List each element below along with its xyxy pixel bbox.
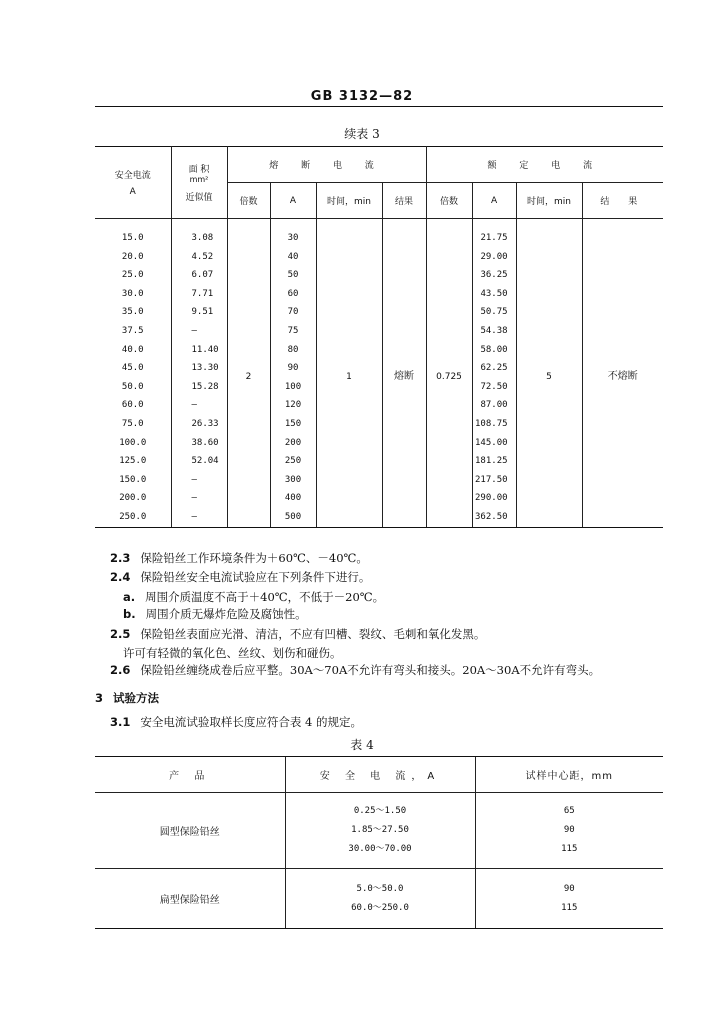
safe-current-cell: 30.0: [95, 285, 171, 304]
current-range: 0.25～1.50: [353, 806, 407, 816]
safe-current-cell: 150.0: [95, 471, 171, 490]
table-row: [95, 219, 663, 248]
area-cell: 7.71: [171, 285, 227, 304]
rated-amp-cell: 108.75: [472, 415, 516, 434]
area-cell: 4.52: [171, 248, 227, 267]
fuse-amp-cell: 30: [270, 219, 316, 248]
fuse-amp-cell: 400: [270, 489, 316, 508]
paragraph-text: 保险铅丝表面应光滑、清洁，不应有凹槽、裂纹、毛刺和氧化发黑。: [140, 627, 486, 641]
fuse-amp-cell: 100: [270, 378, 316, 397]
paragraph-text: 保险铅丝缠绕成卷后应平整。30A～70A不允许有弯头和接头。20A～30A不允许有弯头。: [140, 663, 601, 677]
fuse-amp-cell: 300: [270, 471, 316, 490]
fuse-current-group: 熔 断 电 流: [227, 147, 426, 183]
rated-amp-cell: 181.25: [472, 452, 516, 471]
rated-amp-cell: 217.50: [472, 471, 516, 490]
current-range: 5.0～50.0: [356, 883, 404, 894]
safe-current-cell: 15.0: [95, 219, 171, 248]
distance-value: 115: [561, 902, 578, 913]
paragraph-number: 2.4: [110, 570, 131, 584]
table3-caption: 续表 3: [344, 127, 380, 141]
fuse-multiple-cell: 2: [227, 219, 270, 528]
safe-current-unit: A: [129, 187, 136, 197]
rated-amp-cell: 54.38: [472, 322, 516, 341]
table4-product-head: 产 品: [95, 757, 285, 793]
rated-amp-cell: 29.00: [472, 248, 516, 267]
rated-amp-cell: 362.50: [472, 508, 516, 527]
fuse-amp-cell: 50: [270, 266, 316, 285]
fuse-amp-cell: 75: [270, 322, 316, 341]
paragraph: [110, 569, 370, 585]
safe-current-cell: 60.0: [95, 396, 171, 415]
current-range: 60.0～250.0: [351, 902, 409, 913]
paragraph-text: 保险铅丝工作环境条件为＋60℃、－40℃。: [140, 551, 368, 565]
rated-amp-cell: 290.00: [472, 489, 516, 508]
area-cell: 13.30: [171, 359, 227, 378]
paragraph-text: 许可有轻微的氧化色、丝纹、划伤和碰伤。: [123, 646, 342, 660]
area-cell: —: [171, 471, 227, 490]
paragraph: [123, 645, 342, 661]
rated-amp-cell: 43.50: [472, 285, 516, 304]
table4-current-head: 安 全 电 流，A: [285, 757, 475, 793]
safe-current-cell: 45.0: [95, 359, 171, 378]
fuse-time-cell: 1: [316, 219, 382, 528]
fuse-amp-cell: 90: [270, 359, 316, 378]
current-range-cell: [285, 793, 475, 869]
area-cell: 6.07: [171, 266, 227, 285]
distance-value: 115: [561, 844, 578, 854]
table4-distance-head: 试样中心距，mm: [475, 757, 663, 793]
rated-amp-cell: 145.00: [472, 434, 516, 453]
area-unit: mm²: [189, 175, 209, 184]
paragraph: [123, 589, 384, 605]
safe-current-cell: 125.0: [95, 452, 171, 471]
rated-amp-cell: 87.00: [472, 396, 516, 415]
table4: [95, 756, 663, 929]
safe-current-cell: 250.0: [95, 508, 171, 527]
section3-number: 3: [95, 691, 104, 705]
fuse-result-cell: 熔断: [382, 219, 426, 528]
fuse-amp-cell: 500: [270, 508, 316, 527]
area-label: 面 积: [188, 165, 210, 175]
area-cell: 15.28: [171, 378, 227, 397]
paragraph-text: 周围介质无爆炸危险及腐蚀性。: [145, 607, 307, 621]
section3-heading: [95, 690, 159, 706]
area-cell: —: [171, 489, 227, 508]
distance-value: 90: [563, 825, 575, 835]
safe-current-cell: 100.0: [95, 434, 171, 453]
fuse-result-head: 结果: [382, 183, 426, 219]
safe-current-cell: 35.0: [95, 303, 171, 322]
fuse-amp-cell: 80: [270, 341, 316, 360]
rated-result-cell: 不熔断: [582, 219, 663, 528]
fuse-amp-cell: 60: [270, 285, 316, 304]
safe-current-cell: 50.0: [95, 378, 171, 397]
fuse-amp-cell: 40: [270, 248, 316, 267]
table-row: [95, 869, 663, 929]
fuse-amp-head: A: [270, 183, 316, 219]
fuse-amp-cell: 200: [270, 434, 316, 453]
area-cell: 38.60: [171, 434, 227, 453]
rated-result-head: 结 果: [582, 183, 663, 219]
fuse-amp-cell: 70: [270, 303, 316, 322]
paragraph-number: a.: [123, 590, 136, 604]
rated-time-head: 时间，min: [516, 183, 582, 219]
safe-current-cell: 75.0: [95, 415, 171, 434]
paragraph: [110, 626, 485, 642]
area-cell: 52.04: [171, 452, 227, 471]
rated-multiple-cell: 0.725: [426, 219, 472, 528]
area-cell: 11.40: [171, 341, 227, 360]
paragraph: [110, 550, 368, 566]
safe-current-cell: 25.0: [95, 266, 171, 285]
paragraph: [110, 662, 600, 678]
rated-amp-head: A: [472, 183, 516, 219]
area-cell: —: [171, 322, 227, 341]
paragraph: [123, 606, 307, 622]
para-3-1-text: 安全电流试验取样长度应符合表 4 的规定。: [140, 715, 363, 729]
product-cell: 扁型保险铅丝: [95, 869, 285, 929]
header-rule: [95, 106, 663, 107]
rated-time-cell: 5: [516, 219, 582, 528]
safe-current-label: 安全电流: [114, 171, 151, 181]
paragraph-text: 周围介质温度不高于＋40℃，不低于－20℃。: [145, 590, 385, 604]
distance-cell: [475, 869, 663, 929]
paragraph-number: b.: [123, 607, 136, 621]
para-3-1: [110, 714, 362, 730]
area-cell: 9.51: [171, 303, 227, 322]
section3-title: 试验方法: [113, 691, 160, 705]
rated-amp-cell: 21.75: [472, 219, 516, 248]
safe-current-cell: 37.5: [95, 322, 171, 341]
rated-amp-cell: 62.25: [472, 359, 516, 378]
current-range-cell: [285, 869, 475, 929]
paragraph-number: 2.3: [110, 551, 131, 565]
area-cell: 3.08: [171, 219, 227, 248]
paragraph-number: 2.6: [110, 663, 131, 677]
area-cell: —: [171, 508, 227, 527]
fuse-time-head: 时间，min: [316, 183, 382, 219]
product-cell: 圆型保险铅丝: [95, 793, 285, 869]
area-cell: 26.33: [171, 415, 227, 434]
safe-current-cell: 40.0: [95, 341, 171, 360]
fuse-amp-cell: 120: [270, 396, 316, 415]
current-range: 1.85～27.50: [351, 825, 409, 835]
fuse-multiple-head: 倍数: [227, 183, 270, 219]
fuse-amp-cell: 150: [270, 415, 316, 434]
distance-cell: [475, 793, 663, 869]
area-approx-label: 近似值: [185, 193, 213, 203]
safe-current-cell: 20.0: [95, 248, 171, 267]
paragraph-text: 保险铅丝安全电流试验应在下列条件下进行。: [140, 570, 371, 584]
distance-value: 65: [563, 806, 575, 816]
rated-multiple-head: 倍数: [426, 183, 472, 219]
rated-current-group: 额 定 电 流: [426, 147, 663, 183]
current-range: 30.00～70.00: [348, 844, 412, 854]
rated-amp-cell: 58.00: [472, 341, 516, 360]
area-cell: —: [171, 396, 227, 415]
col-safe-current: [95, 147, 171, 219]
standard-number: GB 3132—82: [310, 89, 414, 104]
paragraph-number: 2.5: [110, 627, 131, 641]
table-row: [95, 793, 663, 869]
fuse-amp-cell: 250: [270, 452, 316, 471]
rated-amp-cell: 36.25: [472, 266, 516, 285]
col-area: [171, 147, 227, 219]
table4-caption: 表 4: [350, 738, 374, 752]
rated-amp-cell: 50.75: [472, 303, 516, 322]
para-3-1-number: 3.1: [110, 715, 131, 729]
safe-current-cell: 200.0: [95, 489, 171, 508]
rated-amp-cell: 72.50: [472, 378, 516, 397]
distance-value: 90: [563, 883, 575, 894]
table3: [95, 146, 663, 528]
